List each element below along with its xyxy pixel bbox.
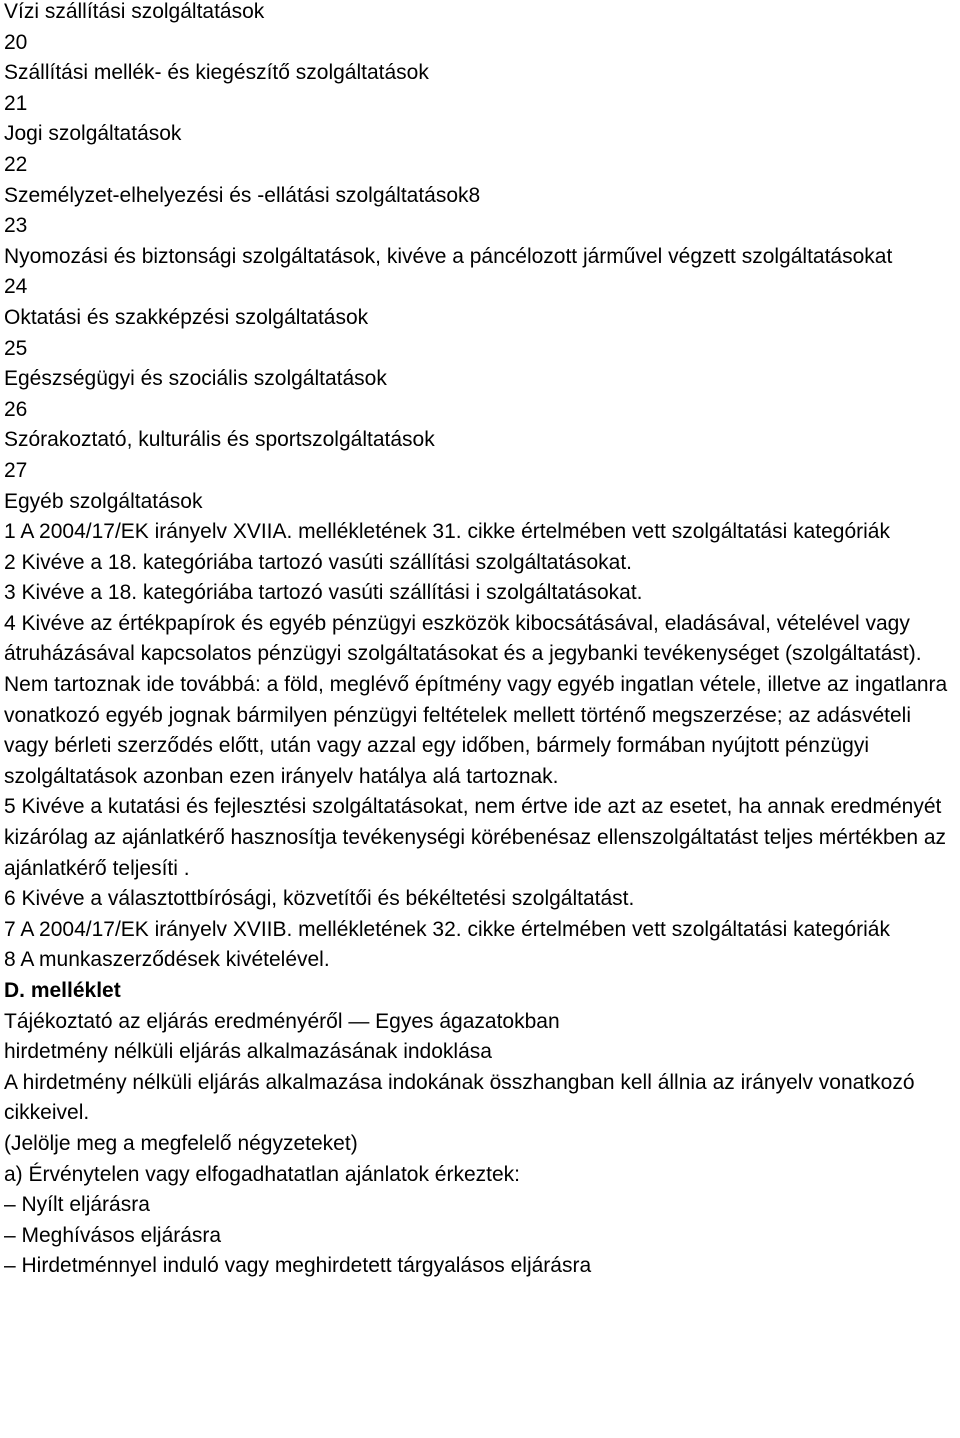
footnote-4: 4 Kivéve az értékpapírok és egyéb pénzügyi eszközök kibocsátásával, eladásával, vételével vagy átruházásával kapcsolatos pénzügyi szolgáltatásokat és a jegybanki tevékenységet (szolgáltatást). [4, 611, 922, 666]
option-item: – Meghívásos eljárásra [4, 1223, 222, 1247]
text-line: Szállítási mellék- és kiegészítő szolgáltatások [4, 61, 429, 85]
category-number: 21 [4, 91, 28, 115]
annex-intro: A hirdetmény nélküli eljárás alkalmazása indokának összhangban kell állnia az irányelv vonatkozó cikkeivel. [4, 1070, 915, 1125]
footnote-6: 6 Kivéve a választottbírósági, közvetítői és békéltetési szolgáltatást. [4, 887, 635, 911]
text-line: Nyomozási és biztonsági szolgáltatások, kivéve a páncélozott járművel végzett szolgáltatásokat [4, 244, 893, 268]
text-line: Vízi szállítási szolgáltatások [4, 0, 265, 23]
text-line: Oktatási és szakképzési szolgáltatások [4, 305, 369, 329]
text-line: Szórakoztató, kulturális és sportszolgáltatások [4, 428, 435, 452]
annex-subtitle: Tájékoztató az eljárás eredményéről — Egyes ágazatokban [4, 1009, 560, 1033]
footnote-7: 7 A 2004/17/EK irányelv XVIIB. mellékletének 32. cikke értelmében vett szolgáltatási kategóriák [4, 917, 890, 941]
category-number: 25 [4, 336, 28, 360]
category-number: 20 [4, 30, 28, 54]
category-number: 26 [4, 397, 28, 421]
footnote-8: 8 A munkaszerződések kivételével. [4, 948, 330, 972]
footnote-2: 2 Kivéve a 18. kategóriába tartozó vasúti szállítási szolgáltatásokat. [4, 550, 633, 574]
category-number: 22 [4, 152, 28, 176]
annex-subtitle-continuation: hirdetmény nélküli eljárás alkalmazásának indoklása [4, 1040, 492, 1064]
category-number: 23 [4, 214, 28, 238]
footnote-1: 1 A 2004/17/EK irányelv XVIIA. mellékletének 31. cikke értelmében vett szolgáltatási kategóriák [4, 520, 890, 544]
category-number: 27 [4, 458, 28, 482]
category-number: 24 [4, 275, 28, 299]
footnote-3: 3 Kivéve a 18. kategóriába tartozó vasúti szállítási i szolgáltatásokat. [4, 581, 643, 605]
text-line: Személyzet-elhelyezési és -ellátási szolgáltatások8 [4, 183, 481, 207]
text-line: Egészségügyi és szociális szolgáltatások [4, 367, 387, 391]
option-item: – Nyílt eljárásra [4, 1193, 150, 1217]
annex-heading: D. melléklet [4, 979, 121, 1002]
text-line: Jogi szolgáltatások [4, 122, 182, 146]
option-item: – Hirdetménnyel induló vagy meghirdetett tárgyalásos eljárásra [4, 1254, 592, 1278]
footnote-4-continuation: Nem tartoznak ide továbbá: a föld, meglévő építmény vagy egyéb ingatlan vétele, illetve az ingatlanra vonatkozó egyéb jognak bármilyen pénzügyi feltételek mellett történő megszerzése; az adásvételi vagy bérleti szerződés előtt, után vagy azzal egy időben, bármely formában nyújtott pénzügyi szolgáltatások azonban ezen irányelv hatálya alá tartoznak. [4, 673, 948, 788]
option-a: a) Érvénytelen vagy elfogadhatatlan ajánlatok érkeztek: [4, 1162, 520, 1186]
annex-instruction: (Jelölje meg a megfelelő négyzeteket) [4, 1131, 358, 1155]
footnote-5: 5 Kivéve a kutatási és fejlesztési szolgáltatásokat, nem értve ide azt az esetet, ha annak eredményét kizárólag az ajánlatkérő hasznosítja tevékenységi körébenésaz ellenszolgáltatást teljes mértékben az ajánlatkérő teljesíti . [4, 795, 947, 880]
text-line: Egyéb szolgáltatások [4, 489, 203, 513]
